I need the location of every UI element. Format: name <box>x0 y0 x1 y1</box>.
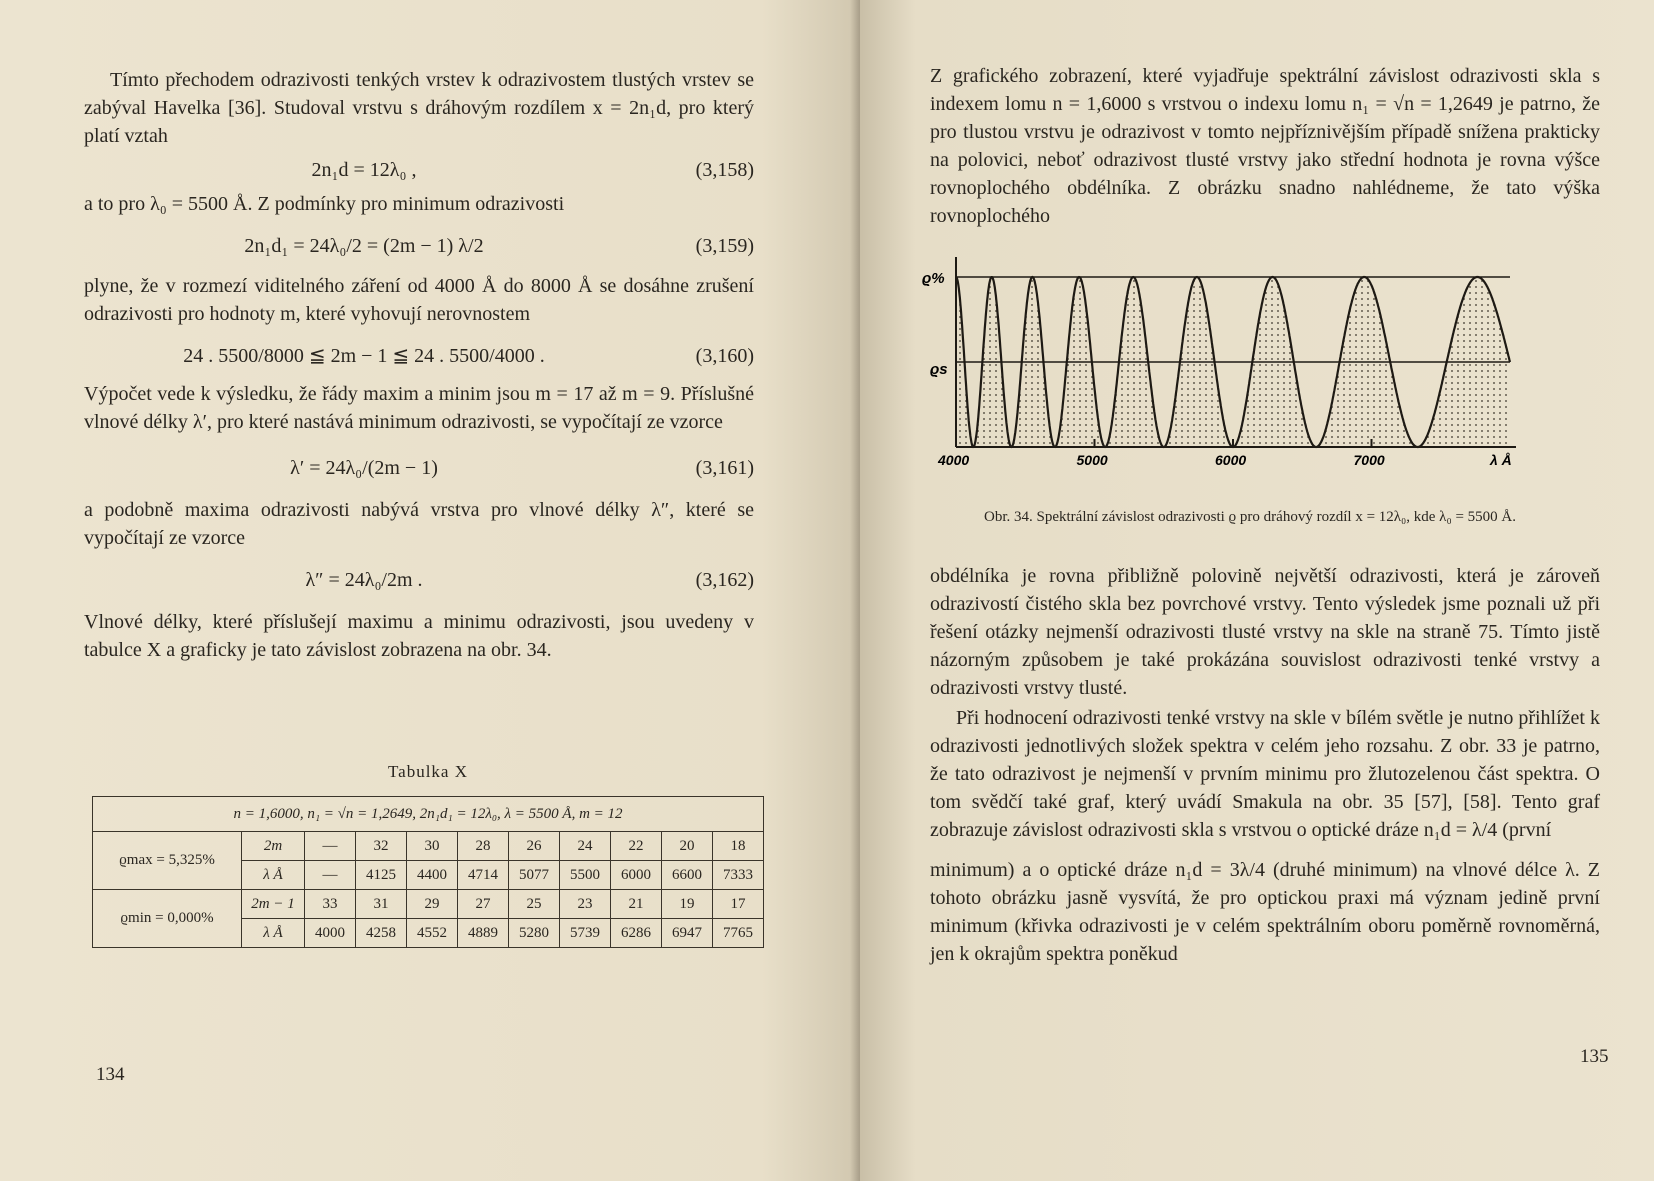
reflectivity-chart <box>910 255 1530 495</box>
table-cell: 31 <box>356 890 407 919</box>
equation-number: (3,159) <box>695 235 754 257</box>
table-cell: 27 <box>458 890 509 919</box>
table-cell: 21 <box>611 890 662 919</box>
equation-3-158 <box>84 150 754 190</box>
equation-number: (3,161) <box>695 457 754 479</box>
table-cell: 4125 <box>356 861 407 890</box>
table-cell: 6600 <box>662 861 713 890</box>
table-cell: 24 <box>560 832 611 861</box>
table-cell: 28 <box>458 832 509 861</box>
table-cell: 20 <box>662 832 713 861</box>
right-para-2: obdélníka je rovna přibližně polovině největší odrazivosti, která je zároveň odrazivostí čistého skla bez povrchové vrstvy. Tento výsledek jsme poznali už při řešení otázky nejmenší odrazivosti tlusté vrstvy na skle na straně 75. Tímto jistě názorným způsobem je také prokázána souvislost odrazivosti tenké vrstvy a odrazivosti vrstvy tlusté. <box>930 565 1600 699</box>
equation-body: 2n₁d = 12λ₀ , <box>311 159 417 181</box>
row-label-cell: 2m − 1 <box>242 890 305 919</box>
table-cell: 5739 <box>560 919 611 948</box>
equation-3-159 <box>84 218 754 272</box>
table-cell: 4552 <box>407 919 458 948</box>
table-header-cell: n = 1,6000, n₁ = √n = 1,2649, 2n₁d₁ = 12λ₀, λ = 5500 Å, m = 12 <box>93 797 764 832</box>
left-para-1: Tímto přechodem odrazivosti tenkých vrstev k odrazivostem tlustých vrstev se zabýval Havelka [36]. Studoval vrstvu s dráhovým rozdílem x = 2n₁d, pro který platí vztah <box>84 69 754 147</box>
table-cell: 4714 <box>458 861 509 890</box>
table-cell: 17 <box>713 890 764 919</box>
equation-body: λ′ = 24λ₀/(2m − 1) <box>290 457 438 479</box>
table-cell: — <box>305 832 356 861</box>
min-label-cell: ϱmin = 0,000% <box>93 890 242 948</box>
table-cell: 7333 <box>713 861 764 890</box>
right-para-3a: Při hodnocení odrazivosti tenké vrstvy na skle v bílém světle je nutno přihlížet k odrazivosti jednotlivých složek spektra v celém jeho rozsahu. Z obr. 33 je patrno, že tato odrazivost je nejmenší v prvním minimu pro žlutozelenou část spektra. O tom svědčí také graf, který uvádí Smakula na obr. 35 [57], [58]. Tento graf zobrazuje závislost odrazivosti skla s vrstvou o optické dráze n₁d = λ/4 (první <box>930 707 1600 841</box>
table-title: Tabulka X <box>387 762 469 781</box>
table-cell: 19 <box>662 890 713 919</box>
table-cell: 4000 <box>305 919 356 948</box>
table-cell: 18 <box>713 832 764 861</box>
page-number-right: 135 <box>1580 1046 1609 1067</box>
equation-body: 24 . 5500/8000 ≦ 2m − 1 ≦ 24 . 5500/4000 . <box>183 345 545 367</box>
x-tick-label: 6000 <box>1215 452 1247 468</box>
equation-3-162 <box>84 552 754 608</box>
table-cell: 22 <box>611 832 662 861</box>
table-cell: — <box>305 861 356 890</box>
equation-number: (3,160) <box>695 345 754 367</box>
row-label-cell: λ Å <box>242 861 305 890</box>
table-row <box>93 832 764 861</box>
equation-3-161 <box>84 436 754 496</box>
table-cell: 25 <box>509 890 560 919</box>
y-label-max: ϱ% <box>922 270 945 287</box>
row-label-cell: λ Å <box>242 919 305 948</box>
y-label-mean: ϱs <box>930 361 948 378</box>
x-tick-label: 5000 <box>1076 452 1108 468</box>
table-cell: 26 <box>509 832 560 861</box>
equation-number: (3,158) <box>695 159 754 181</box>
table-cell: 5280 <box>509 919 560 948</box>
x-axis-label: λ Å <box>1490 452 1512 468</box>
table-cell: 6000 <box>611 861 662 890</box>
equation-3-160 <box>84 328 754 380</box>
left-para-6: Vlnové délky, které příslušejí maximu a minimu odrazivosti, jsou uvedeny v tabulce X a graficky je tato závislost zobrazena na obr. 34. <box>84 611 754 661</box>
table-cell: 4400 <box>407 861 458 890</box>
table-cell: 5500 <box>560 861 611 890</box>
row-label-cell: 2m <box>242 832 305 861</box>
equation-number: (3,162) <box>695 569 754 591</box>
table-x <box>92 762 764 1022</box>
right-text-bottom <box>930 562 1600 968</box>
x-tick-label: 7000 <box>1353 452 1385 468</box>
table-cell: 33 <box>305 890 356 919</box>
left-para-5: a podobně maxima odrazivosti nabývá vrstva pro vlnové délky λ″, které se vypočítají ze vzorce <box>84 499 754 549</box>
max-label-cell: ϱmax = 5,325% <box>93 832 242 890</box>
table-cell: 4889 <box>458 919 509 948</box>
table-row <box>93 890 764 919</box>
equation-body: λ″ = 24λ₀/2m . <box>305 569 423 591</box>
table-cell: 5077 <box>509 861 560 890</box>
table-x-grid <box>92 796 764 948</box>
right-para-3b: minimum) a o optické dráze n₁d = 3λ/4 (druhé minimum) na vlnové délce λ. Z tohoto obrázku jasně vysvítá, že pro optickou praxi má význam jedině první minimum (křivka odrazivosti je v celém spektrálním oboru poměrně rovnoměrná, jen k okrajům spektra poněkud <box>930 859 1600 965</box>
right-para-1: Z grafického zobrazení, které vyjadřuje spektrální závislost odrazivosti skla s indexem lomu n = 1,6000 s vrstvou o indexu lomu n₁ = √n = 1,2649 je patrno, že pro tlustou vrstvu je odrazivost v tomto nejpříznivějším případě snížena prakticky na polovici, neboť odrazivost tlusté vrstvy jako střední hodnota je rovna výšce rovnoplochého obdélníka. Z obrázku snadno nahlédneme, že tato výška rovnoplochého <box>930 65 1600 227</box>
left-text-column <box>84 66 754 664</box>
equation-body: 2n₁d₁ = 24λ₀/2 = (2m − 1) λ/2 <box>244 235 484 257</box>
table-cell: 6286 <box>611 919 662 948</box>
page-number-left: 134 <box>96 1064 125 1085</box>
table-cell: 4258 <box>356 919 407 948</box>
figure-caption: Obr. 34. Spektrální závislost odrazivosti ϱ pro dráhový rozdíl x = 12λ₀, kde λ₀ = 5500 Å. <box>984 509 1516 525</box>
right-page <box>860 0 1654 1181</box>
left-para-2: a to pro λ₀ = 5500 Å. Z podmínky pro minimum odrazivosti <box>84 193 565 215</box>
left-para-3: plyne, že v rozmezí viditelného záření od 4000 Å do 8000 Å se dosáhne zrušení odrazivosti pro hodnoty m, které vyhovují nerovnostem <box>84 275 754 325</box>
table-cell: 32 <box>356 832 407 861</box>
table-header-row <box>93 797 764 832</box>
right-text-top <box>930 62 1600 230</box>
table-cell: 6947 <box>662 919 713 948</box>
table-cell: 29 <box>407 890 458 919</box>
left-para-4: Výpočet vede k výsledku, že řády maxim a minim jsou m = 17 až m = 9. Příslušné vlnové délky λ′, pro které nastává minimum odrazivosti, se vypočítají ze vzorce <box>84 383 754 433</box>
x-tick-label: 4000 <box>938 452 970 468</box>
table-cell: 30 <box>407 832 458 861</box>
table-cell: 23 <box>560 890 611 919</box>
table-cell: 7765 <box>713 919 764 948</box>
